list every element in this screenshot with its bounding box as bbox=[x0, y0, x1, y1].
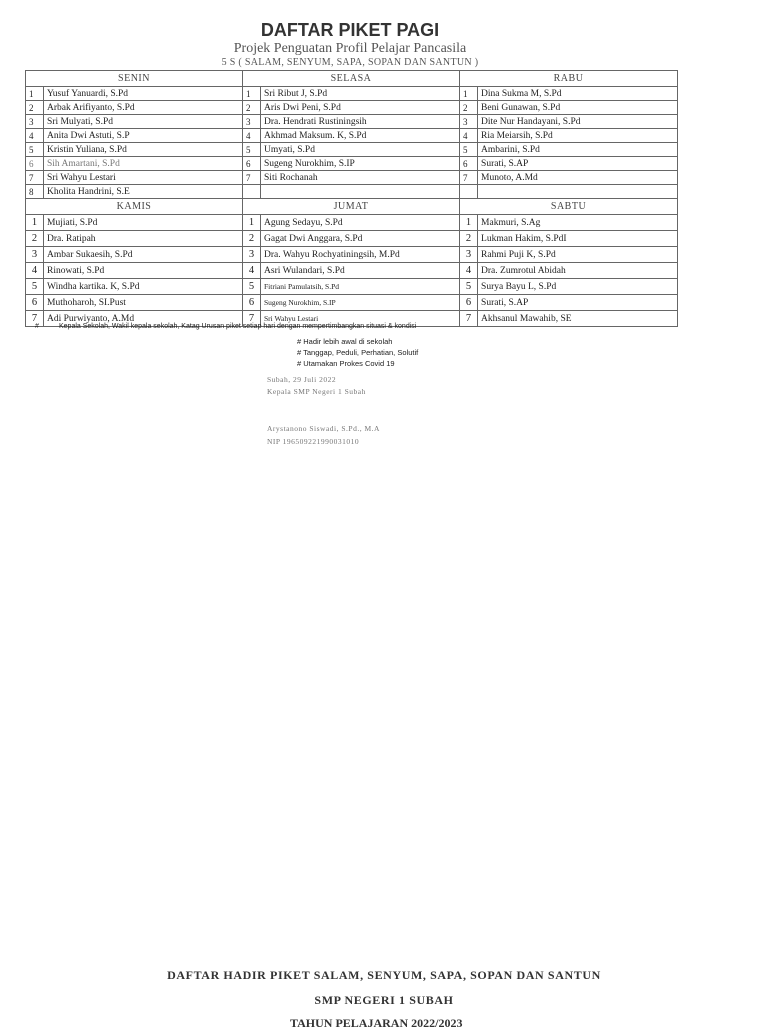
row-number: 4 bbox=[243, 263, 261, 279]
row-number: 3 bbox=[26, 247, 44, 263]
staff-name: Munoto, A.Md bbox=[478, 171, 678, 185]
row-number: 4 bbox=[243, 129, 261, 143]
staff-name: Aris Dwi Peni, S.Pd bbox=[261, 101, 460, 115]
table-row bbox=[26, 115, 678, 129]
row-number: 2 bbox=[460, 101, 478, 115]
staff-name: Dra. Hendrati Rustiningsih bbox=[261, 115, 460, 129]
row-number: 4 bbox=[26, 263, 44, 279]
staff-name: Dra. Zumrotul Abidah bbox=[478, 263, 678, 279]
row-number: 4 bbox=[26, 129, 44, 143]
row-number: 4 bbox=[460, 263, 478, 279]
row-number: 3 bbox=[460, 115, 478, 129]
day-header-row bbox=[26, 199, 678, 215]
row-number: 1 bbox=[243, 215, 261, 231]
staff-name: Sri Wahyu Lestari bbox=[261, 311, 460, 327]
row-number: 1 bbox=[460, 215, 478, 231]
staff-name: Windha kartika. K, S.Pd bbox=[44, 279, 243, 295]
table-row bbox=[26, 143, 678, 157]
day-header: RABU bbox=[460, 71, 678, 87]
staff-name: Mujiati, S.Pd bbox=[44, 215, 243, 231]
staff-name: Lukman Hakim, S.PdI bbox=[478, 231, 678, 247]
table-row bbox=[26, 101, 678, 115]
staff-name: Akhmad Maksum. K, S.Pd bbox=[261, 129, 460, 143]
footer-title: DAFTAR HADIR PIKET SALAM, SENYUM, SAPA, SOPAN DAN SANTUN bbox=[167, 968, 601, 982]
staff-name: Umyati, S.Pd bbox=[261, 143, 460, 157]
row-number: 1 bbox=[243, 87, 261, 101]
row-number: 7 bbox=[243, 171, 261, 185]
row-number: 7 bbox=[460, 171, 478, 185]
row-number: 2 bbox=[26, 101, 44, 115]
staff-name bbox=[478, 185, 678, 199]
staff-name: Arbak Arifiyanto, S.Pd bbox=[44, 101, 243, 115]
row-number: 7 bbox=[26, 311, 44, 327]
staff-name: Agung Sedayu, S.Pd bbox=[261, 215, 460, 231]
day-header: SABTU bbox=[460, 199, 678, 215]
staff-name: Sugeng Nurokhim, S.IP bbox=[261, 157, 460, 171]
staff-name bbox=[261, 185, 460, 199]
staff-name: Kholita Handrini, S.E bbox=[44, 185, 243, 199]
staff-name: Sri Ribut J, S.Pd bbox=[261, 87, 460, 101]
row-number bbox=[243, 185, 261, 199]
staff-name: Adi Purwiyanto, A.Md bbox=[44, 311, 243, 327]
row-number: 6 bbox=[26, 295, 44, 311]
row-number: 8 bbox=[26, 185, 44, 199]
note-bullets bbox=[297, 336, 418, 369]
signature-place-date: Subah, 29 Juli 2022 bbox=[267, 375, 337, 384]
day-header: JUMAT bbox=[243, 199, 460, 215]
row-number: 7 bbox=[460, 311, 478, 327]
day-header-row bbox=[26, 71, 678, 87]
note-hash: # bbox=[35, 323, 39, 330]
row-number: 6 bbox=[243, 157, 261, 171]
staff-name: Dite Nur Handayani, S.Pd bbox=[478, 115, 678, 129]
table-row bbox=[26, 157, 678, 171]
table-row bbox=[26, 171, 678, 185]
staff-name: Ambarini, S.Pd bbox=[478, 143, 678, 157]
row-number: 1 bbox=[26, 87, 44, 101]
signature-name: Arystanono Siswadi, S.Pd., M.A bbox=[267, 424, 380, 433]
staff-name: Surati, S.AP bbox=[478, 157, 678, 171]
staff-name: Asri Wulandari, S.Pd bbox=[261, 263, 460, 279]
row-number: 3 bbox=[243, 115, 261, 129]
staff-name: Siti Rochanah bbox=[261, 171, 460, 185]
staff-name: Akhsanul Mawahib, SE bbox=[478, 311, 678, 327]
table-row bbox=[26, 185, 678, 199]
row-number: 5 bbox=[460, 143, 478, 157]
staff-name: Dina Sukma M, S.Pd bbox=[478, 87, 678, 101]
row-number: 2 bbox=[460, 231, 478, 247]
page-tagline: 5 S ( SALAM, SENYUM, SAPA, SOPAN DAN SANTUN ) bbox=[221, 57, 479, 68]
row-number: 5 bbox=[243, 143, 261, 157]
table-row bbox=[26, 87, 678, 101]
staff-name: Gagat Dwi Anggara, S.Pd bbox=[261, 231, 460, 247]
staff-name: Sugeng Nurokhim, S.IP bbox=[261, 295, 460, 311]
staff-name: Rinowati, S.Pd bbox=[44, 263, 243, 279]
staff-name: Anita Dwi Astuti, S.P bbox=[44, 129, 243, 143]
staff-name: Kristin Yuliana, S.Pd bbox=[44, 143, 243, 157]
row-number: 5 bbox=[460, 279, 478, 295]
table-row bbox=[26, 247, 678, 263]
row-number: 6 bbox=[460, 157, 478, 171]
bullet-item: # Utamakan Prokes Covid 19 bbox=[297, 359, 395, 368]
row-number: 1 bbox=[26, 215, 44, 231]
staff-name: Ria Meiarsih, S.Pd bbox=[478, 129, 678, 143]
note-line bbox=[35, 323, 416, 330]
row-number: 1 bbox=[460, 87, 478, 101]
signature-nip: NIP 196509221990031010 bbox=[267, 437, 360, 446]
staff-name: Rahmi Puji K, S.Pd bbox=[478, 247, 678, 263]
table-row bbox=[26, 295, 678, 311]
row-number: 2 bbox=[243, 101, 261, 115]
staff-name: Yusuf Yanuardi, S.Pd bbox=[44, 87, 243, 101]
row-number: 2 bbox=[26, 231, 44, 247]
signature-role: Kepala SMP Negeri 1 Subah bbox=[267, 387, 366, 396]
footer-school: SMP NEGERI 1 SUBAH bbox=[314, 993, 454, 1007]
schedule-table bbox=[25, 70, 678, 327]
page-title: DAFTAR PIKET PAGI bbox=[260, 20, 440, 40]
table-row bbox=[26, 279, 678, 295]
row-number: 5 bbox=[26, 279, 44, 295]
staff-name: Muthoharoh, SI.Pust bbox=[44, 295, 243, 311]
staff-name: Makmuri, S.Ag bbox=[478, 215, 678, 231]
bullet-item: # Hadir lebih awal di sekolah bbox=[297, 337, 393, 346]
row-number: 6 bbox=[460, 295, 478, 311]
staff-name: Beni Gunawan, S.Pd bbox=[478, 101, 678, 115]
day-header: KAMIS bbox=[26, 199, 243, 215]
row-number: 6 bbox=[243, 295, 261, 311]
table-row bbox=[26, 215, 678, 231]
staff-name: Fitriani Pamulatsih, S.Pd bbox=[261, 279, 460, 295]
row-number: 5 bbox=[26, 143, 44, 157]
row-number: 2 bbox=[243, 231, 261, 247]
staff-name: Ambar Sukaesih, S.Pd bbox=[44, 247, 243, 263]
table-row bbox=[26, 129, 678, 143]
row-number: 3 bbox=[460, 247, 478, 263]
day-header: SENIN bbox=[26, 71, 243, 87]
staff-name: Dra. Ratipah bbox=[44, 231, 243, 247]
table-row bbox=[26, 263, 678, 279]
staff-name: Sih Amartani, S.Pd bbox=[44, 157, 243, 171]
row-number: 4 bbox=[460, 129, 478, 143]
row-number: 3 bbox=[243, 247, 261, 263]
staff-name: Surya Bayu L, S.Pd bbox=[478, 279, 678, 295]
day-header: SELASA bbox=[243, 71, 460, 87]
bullet-item: # Tanggap, Peduli, Perhatian, Solutif bbox=[297, 348, 419, 357]
staff-name: Dra. Wahyu Rochyatiningsih, M.Pd bbox=[261, 247, 460, 263]
row-number bbox=[460, 185, 478, 199]
row-number: 5 bbox=[243, 279, 261, 295]
table-row bbox=[26, 231, 678, 247]
staff-name: Sri Mulyati, S.Pd bbox=[44, 115, 243, 129]
row-number: 7 bbox=[26, 171, 44, 185]
row-number: 3 bbox=[26, 115, 44, 129]
staff-name: Sri Wahyu Lestari bbox=[44, 171, 243, 185]
page-subtitle: Projek Penguatan Profil Pelajar Pancasila bbox=[233, 41, 467, 56]
note-text: Kepala Sekolah, Wakil kepala sekolah, Katag Urusan piket setiap hari dengan mempertimbangkan situasi & kondisi bbox=[59, 323, 417, 330]
row-number: 7 bbox=[243, 311, 261, 327]
row-number: 6 bbox=[26, 157, 44, 171]
footer-year: TAHUN PELAJARAN 2022/2023 bbox=[290, 1016, 463, 1028]
staff-name: Surati, S.AP bbox=[478, 295, 678, 311]
